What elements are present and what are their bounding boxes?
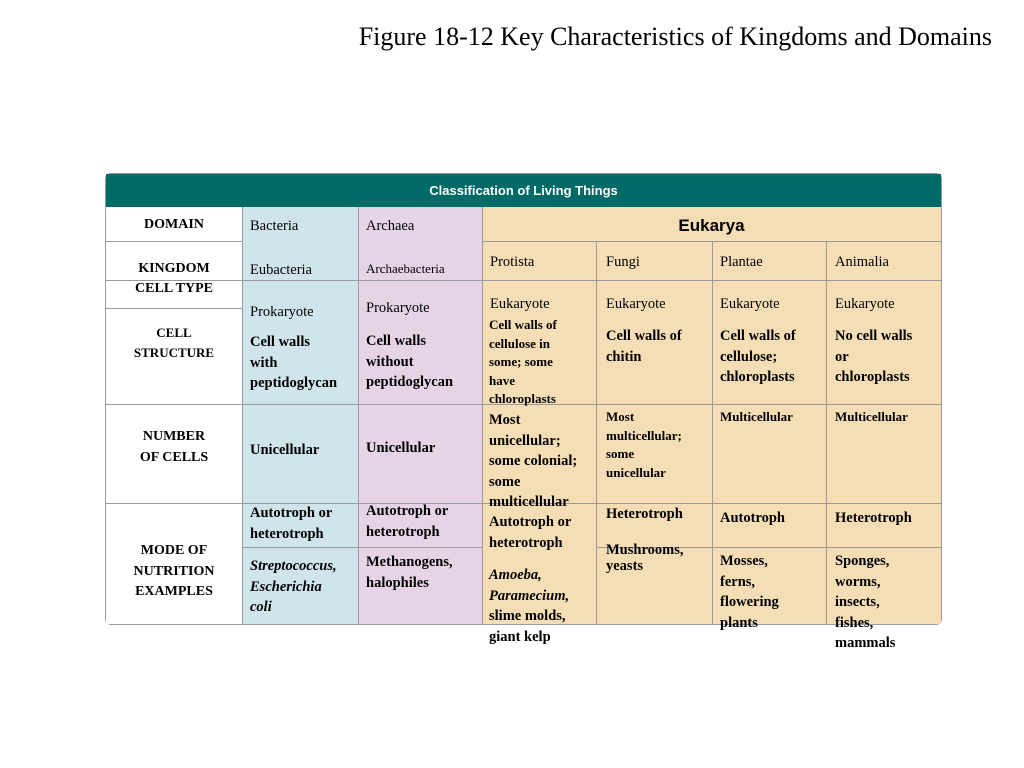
- banner-title: Classification of Living Things: [429, 183, 618, 198]
- number-of-cells-animalia: Multicellular: [835, 409, 908, 424]
- row-label-mode-examples: [106, 541, 242, 603]
- cell-line: heterotroph: [489, 534, 563, 551]
- examples-archaebacteria: [366, 552, 453, 593]
- cell-line: unicellular: [606, 464, 666, 480]
- row-label-cell-structure: [106, 323, 242, 363]
- cell-line: Paramecium,: [489, 587, 570, 604]
- cell-line: chitin: [606, 348, 642, 365]
- cell-line: worms,: [835, 573, 881, 590]
- figure-title: Figure 18-12 Key Characteristics of Kingdoms and Domains: [358, 22, 992, 51]
- cell-line: ferns,: [720, 573, 756, 590]
- cell-structure-archaebacteria: [366, 331, 453, 393]
- cell-line: giant kelp: [489, 628, 551, 645]
- examples-eubacteria: [250, 556, 337, 618]
- cell-type-plantae: Eukaryote: [720, 296, 780, 312]
- table-banner: [106, 174, 941, 207]
- label-line: NUMBER: [142, 429, 206, 444]
- cell-line: cellulose in: [489, 335, 551, 351]
- cell-structure-plantae: [720, 326, 796, 388]
- cell-line: cellulose;: [720, 348, 778, 365]
- cell-line: plants: [720, 614, 758, 631]
- kingdom-fungi: Fungi: [606, 254, 640, 270]
- nutrition-plantae: Autotroph: [720, 510, 785, 526]
- number-of-cells-eubacteria: Unicellular: [250, 442, 320, 458]
- cell-line: some colonial;: [489, 453, 578, 469]
- cell-line: some: [489, 473, 521, 490]
- cell-line: mammals: [835, 635, 896, 651]
- cell-line: Most: [606, 409, 635, 424]
- cell-line: Streptococcus,: [250, 558, 337, 574]
- cell-line: Amoeba,: [489, 567, 542, 583]
- cell-structure-fungi: [606, 326, 682, 367]
- row-divider: [242, 547, 482, 548]
- cell-type-eubacteria: Prokaryote: [250, 304, 314, 320]
- cell-line: chloroplasts: [720, 369, 795, 385]
- cell-line: or: [835, 348, 849, 365]
- label-line: OF CELLS: [139, 449, 209, 465]
- number-of-cells-protista: [489, 410, 577, 513]
- cell-line: Methanogens,: [366, 554, 453, 570]
- cell-line: Autotroph or: [366, 503, 449, 519]
- row-divider: [106, 308, 242, 309]
- cell-line: Cell walls of: [606, 328, 682, 344]
- cell-structure-animalia: [835, 326, 912, 388]
- row-label-kingdom: KINGDOM: [138, 261, 210, 276]
- cell-line: have: [489, 372, 515, 388]
- row-divider: [482, 241, 941, 242]
- kingdom-eubacteria: Eubacteria: [250, 262, 312, 278]
- cell-line: yeasts: [606, 558, 644, 574]
- column-divider: [596, 241, 597, 624]
- nutrition-animalia: Heterotroph: [835, 510, 912, 526]
- row-label-number-of-cells: [106, 427, 242, 468]
- column-divider: [712, 241, 713, 624]
- label-line: STRUCTURE: [133, 345, 215, 360]
- kingdom-plantae: Plantae: [720, 254, 763, 270]
- examples-fungi: [606, 542, 683, 574]
- label-line: MODE OF: [140, 543, 208, 558]
- label-line: EXAMPLES: [135, 584, 213, 599]
- cell-type-archaebacteria: Prokaryote: [366, 300, 430, 316]
- cell-type-protista: Eukaryote: [490, 296, 550, 312]
- column-divider: [242, 207, 243, 624]
- kingdom-protista: Protista: [490, 254, 535, 270]
- cell-line: chloroplasts: [489, 391, 556, 406]
- cell-line: slime molds,: [489, 608, 566, 624]
- nutrition-fungi: Heterotroph: [606, 506, 683, 522]
- cell-line: multicellular: [489, 494, 569, 510]
- row-label-domain: DOMAIN: [144, 217, 204, 232]
- label-line: CELL: [156, 325, 192, 340]
- cell-line: some; some: [489, 354, 553, 369]
- domain-eukarya: Eukarya: [678, 216, 745, 235]
- cell-line: coli: [250, 599, 272, 615]
- domain-bacteria: Bacteria: [250, 218, 299, 234]
- cell-line: with: [250, 354, 278, 371]
- nutrition-eubacteria: [250, 503, 332, 544]
- cell-line: peptidoglycan: [250, 375, 338, 391]
- cell-line: No cell walls: [835, 328, 913, 344]
- cell-line: without: [366, 353, 414, 370]
- cell-line: halophiles: [366, 574, 429, 591]
- cell-line: Most: [489, 412, 521, 428]
- cell-line: Cell walls: [366, 333, 427, 349]
- kingdom-archaebacteria: Archaebacteria: [366, 261, 445, 276]
- cell-line: peptidoglycan: [366, 374, 454, 390]
- label-line: NUTRITION: [133, 563, 215, 579]
- number-of-cells-fungi: [606, 408, 682, 482]
- column-divider: [826, 241, 827, 624]
- cell-line: Cell walls: [250, 334, 311, 350]
- cell-line: Mosses,: [720, 553, 768, 569]
- examples-plantae: [720, 551, 779, 633]
- cell-line: heterotroph: [250, 525, 324, 542]
- cell-structure-protista: [489, 316, 557, 409]
- column-divider: [482, 207, 483, 624]
- nutrition-protista: [489, 512, 571, 553]
- cell-line: heterotroph: [366, 523, 440, 540]
- cell-line: Cell walls of: [720, 328, 796, 344]
- row-label-cell-type: CELL TYPE: [135, 281, 213, 296]
- column-divider: [358, 207, 359, 624]
- examples-protista: [489, 565, 569, 647]
- cell-line: Escherichia: [250, 578, 322, 595]
- cell-type-fungi: Eukaryote: [606, 296, 666, 312]
- cell-line: some: [606, 446, 635, 461]
- nutrition-archaebacteria: [366, 501, 448, 542]
- cell-line: Mushrooms,: [606, 542, 684, 558]
- cell-line: multicellular;: [606, 427, 682, 443]
- cell-type-animalia: Eukaryote: [835, 296, 895, 312]
- cell-line: Autotroph or: [489, 514, 572, 530]
- number-of-cells-archaebacteria: Unicellular: [366, 440, 436, 456]
- cell-line: fishes,: [835, 614, 874, 631]
- cell-structure-eubacteria: [250, 332, 337, 394]
- cell-line: chloroplasts: [835, 369, 910, 385]
- examples-animalia: [835, 551, 895, 654]
- classification-table: [105, 173, 942, 651]
- cell-line: flowering: [720, 594, 779, 610]
- cell-line: Autotroph or: [250, 505, 333, 521]
- kingdom-animalia: Animalia: [835, 254, 889, 270]
- row-divider: [106, 241, 242, 242]
- cell-line: insects,: [835, 594, 880, 610]
- domain-archaea: Archaea: [366, 218, 415, 234]
- cell-line: Cell walls of: [489, 317, 557, 332]
- number-of-cells-plantae: Multicellular: [720, 409, 793, 424]
- cell-line: unicellular;: [489, 432, 561, 449]
- cell-line: Sponges,: [835, 553, 890, 569]
